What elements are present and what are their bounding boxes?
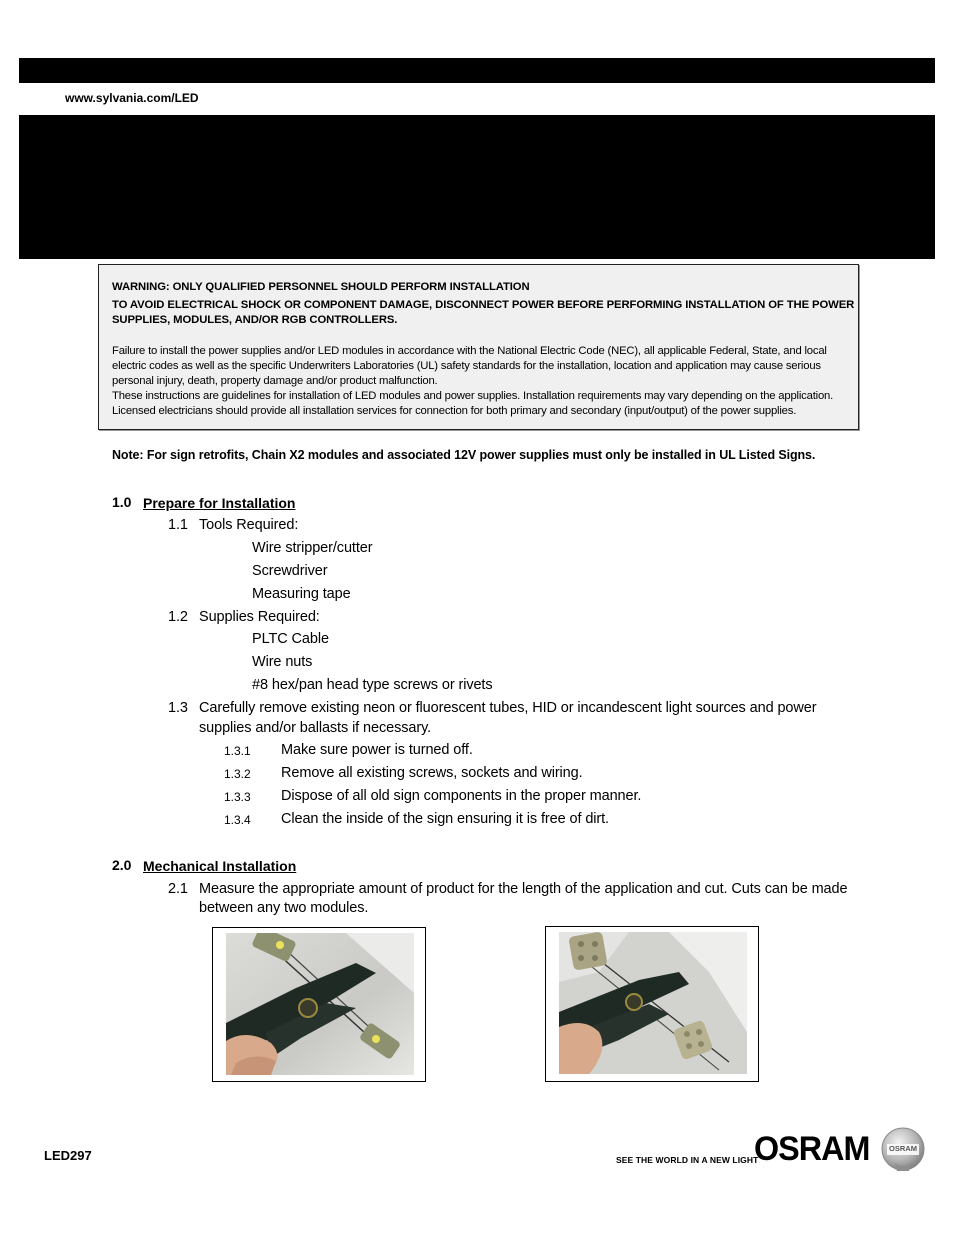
substep-number: 1.3.2 [224, 767, 251, 781]
supply-item: PLTC Cable [252, 631, 329, 647]
wire-stripper-photo-right [559, 932, 747, 1074]
warning-line-2b: SUPPLIES, MODULES, AND/OR RGB CONTROLLERS. [112, 314, 398, 326]
section-1-title: Prepare for Installation [143, 495, 296, 511]
step-1-1-number: 1.1 [168, 517, 188, 533]
document-code: LED297 [44, 1148, 92, 1163]
cut-photo-frame-right [545, 926, 759, 1082]
step-1-2-text: Supplies Required: [199, 609, 320, 625]
warning-body-1b: electric codes as well as the specific Underwriters Laboratories (UL) safety standards for the installation, location and application may cause serious [112, 360, 821, 372]
step-1-3-text-b: supplies and/or ballasts if necessary. [199, 720, 432, 736]
warning-line-2a: TO AVOID ELECTRICAL SHOCK OR COMPONENT DAMAGE, DISCONNECT POWER BEFORE PERFORMING INSTALLATION OF THE POWER [112, 299, 855, 311]
warning-body-2b: Licensed electricians should provide all installation services for connection for both primary and secondary (input/output) of the power supplies. [112, 405, 797, 417]
top-black-bar [19, 58, 935, 83]
warning-body-2a: These instructions are guidelines for installation of LED modules and power supplies. Installation requirements may vary depending on the application. [112, 390, 834, 402]
warning-body-1c: personal injury, death, property damage and/or product malfunction. [112, 375, 438, 387]
cut-photo-frame-left [212, 927, 426, 1082]
tool-item: Screwdriver [252, 563, 328, 579]
substep-text: Make sure power is turned off. [281, 742, 473, 758]
section-2-number: 2.0 [112, 857, 132, 873]
warning-heading: WARNING: ONLY QUALIFIED PERSONNEL SHOULD PERFORM INSTALLATION [112, 281, 530, 293]
tool-item: Measuring tape [252, 586, 351, 602]
substep-number: 1.3.1 [224, 744, 251, 758]
website-url[interactable]: www.sylvania.com/LED [65, 91, 199, 105]
supply-item: #8 hex/pan head type screws or rivets [252, 677, 493, 693]
wire-stripper-photo-left [226, 933, 414, 1075]
substep-text: Clean the inside of the sign ensuring it is free of dirt. [281, 811, 609, 827]
supply-item: Wire nuts [252, 654, 313, 670]
substep-number: 1.3.4 [224, 813, 251, 827]
step-2-1-number: 2.1 [168, 881, 188, 897]
osram-wordmark: OSRAM [754, 1130, 870, 1168]
header-banner [19, 115, 935, 259]
section-2-title: Mechanical Installation [143, 858, 297, 874]
step-1-1-text: Tools Required: [199, 517, 299, 533]
warning-box [98, 264, 859, 430]
step-1-3-number: 1.3 [168, 700, 188, 716]
warning-body-1a: Failure to install the power supplies and/or LED modules in accordance with the National Electric Code (NEC), all applicable Federal, State, and local [112, 345, 827, 357]
substep-text: Remove all existing screws, sockets and wiring. [281, 765, 583, 781]
osram-bulb-logo [881, 1125, 925, 1175]
badge-text: OSRAM [889, 1144, 917, 1153]
step-2-1-text-b: between any two modules. [199, 900, 369, 916]
substep-text: Dispose of all old sign components in the proper manner. [281, 788, 642, 804]
ul-listed-note: Note: For sign retrofits, Chain X2 modules and associated 12V power supplies must only be installed in UL Listed Signs. [112, 448, 816, 462]
step-1-3-text-a: Carefully remove existing neon or fluorescent tubes, HID or incandescent light sources and power [199, 700, 817, 716]
step-2-1-text-a: Measure the appropriate amount of product for the length of the application and cut. Cuts can be made [199, 881, 848, 897]
tool-item: Wire stripper/cutter [252, 540, 373, 556]
section-1-number: 1.0 [112, 494, 132, 510]
brand-slogan: SEE THE WORLD IN A NEW LIGHT [616, 1155, 759, 1165]
step-1-2-number: 1.2 [168, 609, 188, 625]
substep-number: 1.3.3 [224, 790, 251, 804]
